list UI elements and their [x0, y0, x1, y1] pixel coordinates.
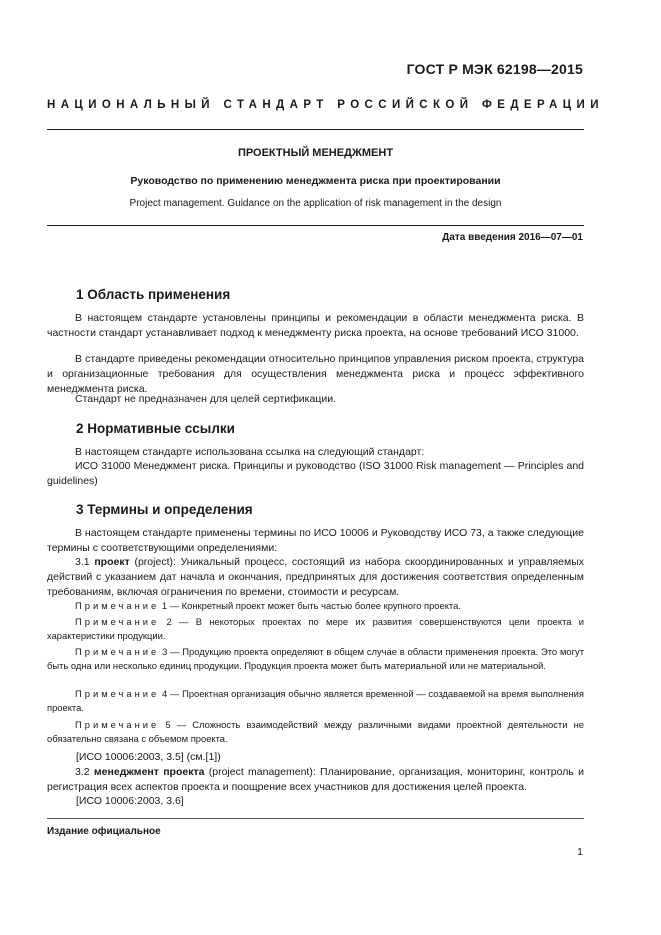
national-standard-banner: НАЦИОНАЛЬНЫЙ СТАНДАРТ РОССИЙСКОЙ ФЕДЕРАЦИИ [47, 99, 604, 111]
document-number: ГОСТ Р МЭК 62198—2015 [406, 61, 583, 77]
section-2-paragraph-1: В настоящем стандарте использована ссылка на следующий стандарт: [75, 446, 425, 458]
note-5 [47, 718, 584, 746]
note-4-text: 4 — Проектная организация обычно является временной — создаваемой на время выполнения проекта. [47, 688, 585, 713]
note-label: Примечание [75, 719, 160, 730]
section-3-heading: 3 Термины и определения [76, 502, 253, 517]
divider-top [47, 129, 584, 130]
term-3-1-number: 3.1 [75, 556, 90, 568]
term-3-1-term: проект [94, 556, 130, 568]
note-3 [47, 645, 584, 673]
section-2-reference: ИСО 31000 Менеджмент риска. Принципы и руководство (ISO 31000 Risk management — Principles and guidelines) [47, 460, 584, 487]
section-1-paragraph-1: В настоящем стандарте установлены принципы и рекомендации в области менеджмента риска. В частности стандарт устанавливает подход к менеджменту риска проекта, на основе требований ИСО 31000. [47, 312, 584, 339]
introduction-date: Дата введения 2016—07—01 [442, 232, 583, 243]
english-title: Project management. Guidance on the application of risk management in the design [129, 198, 502, 209]
note-label: Примечание [75, 688, 160, 699]
note-label: Примечание [75, 616, 160, 627]
term-3-1-source: [ИСО 10006:2003, 3.5] (см.[1]) [76, 751, 221, 763]
note-2 [47, 615, 584, 643]
document-title: ПРОЕКТНЫЙ МЕНЕДЖМЕНТ [237, 147, 394, 159]
note-label: Примечание [75, 600, 160, 611]
note-2-text: 2 — В некоторых проектах по мере их развития совершенствуются цели проекта и характеристики продукции. [47, 616, 584, 641]
divider-bottom [47, 225, 584, 226]
term-3-1-definition: (project): Уникальный процесс, состоящий из набора скоординированных и управляемых действий с указанием дат начала и окончания, предпринятых для достижения соответствия определенным требованиям, включая ограничения по времени, стоимости и ресурсам. [47, 556, 585, 598]
note-4 [47, 687, 584, 715]
term-3-2-number: 3.2 [75, 766, 90, 778]
section-3-intro: В настоящем стандарте применены термины по ИСО 10006 и Руководству ИСО 73, а также следующие термины с соответствующими определениями: [47, 527, 584, 554]
section-1-heading: 1 Область применения [76, 287, 231, 302]
section-1-paragraph-2: В стандарте приведены рекомендации относительно принципов управления риском проекта, структура и организационные требования для осуществления менеджмента риска и процесс эффективного менеджмента риска. [47, 353, 584, 395]
term-3-2-definition: (project management): Планирование, организация, мониторинг, контроль и регистрация всех аспектов проекта и поощрение всех участников для достижения целей проекта. [47, 766, 584, 793]
footer-divider [47, 818, 584, 819]
document-subtitle: Руководство по применению менеджмента риска при проектировании [130, 175, 501, 187]
term-3-2-term: менеджмент проекта [93, 766, 205, 778]
note-label: Примечание [75, 646, 160, 657]
note-1-text: 1 — Конкретный проект может быть частью более крупного проекта. [161, 600, 461, 611]
term-3-2 [47, 765, 584, 795]
note-5-text: 5 — Сложность взаимодействий между различными видами проектной деятельности не обязательно связана с объемом проекта. [47, 719, 584, 744]
note-3-text: 3 — Продукцию проекта определяют в общем случае в области применения проекта. Это могут быть одна или несколько единиц продукции. Продукция проекта может быть материальной или не материальной. [47, 646, 585, 671]
page-number: 1 [577, 846, 583, 858]
term-3-2-source: [ИСО 10006:2003, 3.6] [76, 795, 184, 807]
official-edition-label: Издание официальное [47, 826, 161, 837]
term-3-1 [47, 555, 584, 600]
note-1 [47, 599, 584, 613]
section-2-heading: 2 Нормативные ссылки [76, 421, 235, 436]
section-1-paragraph-3: Стандарт не предназначен для целей сертификации. [75, 393, 336, 405]
